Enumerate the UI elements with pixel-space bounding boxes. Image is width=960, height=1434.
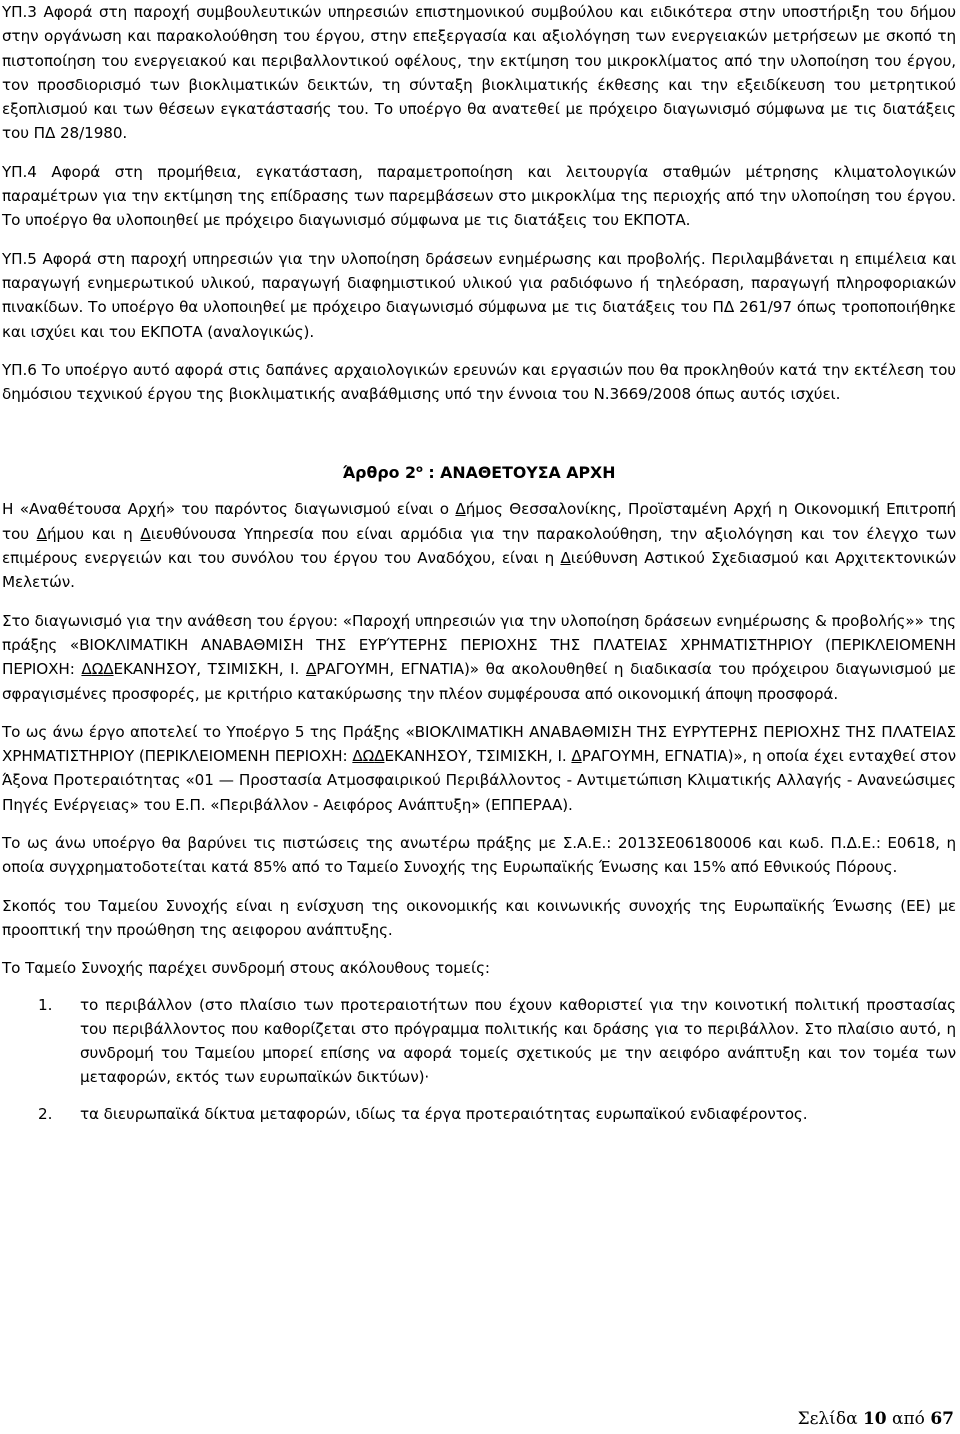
underlined-letter: Δ (305, 660, 317, 679)
text-run: ΡΑΓΟΥΜΗ, ΕΓΝΑΤΙΑ)» θα ακολουθηθεί η διαδικασία του πρόχειρου διαγωνισμού με σφραγισμένες προσφορές, με κριτήριο κατακύρωσης την πλέον συμφέρουσα από οικονομική άποψη προσφορά. (2, 660, 956, 703)
list-item-text: το περιβάλλον (στο πλαίσιο των προτεραιοτήτων που έχουν καθοριστεί για την κοινοτική πολιτική προστασίας του περιβάλλοντος που καθορίζεται στο πρόγραμμα πολιτικής και δράσης για το περιβάλλον. Στο πλαίσιο αυτό, η συνδρομή του Ταμείου μπορεί επίσης να αφορά τομείς σχετικούς με την αειφόρο ανάπτυξη και τον τομέα των μεταφορών, εκτός των ευρωπαϊκών δικτύων)· (80, 995, 956, 1087)
footer-label: Σελίδα (797, 1409, 863, 1429)
paragraph-yp6: ΥΠ.6 Το υποέργο αυτό αφορά στις δαπάνες αρχαιολογικών ερευνών και εργασιών που θα προκληθούν κατά την εκτέλεση του δημόσιου τεχνικού έργου της βιοκλιματικής αναβάθμισης υπό την έννοια του Ν.3669/2008 όπως αυτός ισχύει. (2, 360, 956, 404)
paragraph-tender-procedure (2, 609, 956, 706)
article-heading-sup: ο (415, 464, 423, 476)
underlined-letter: Δ (103, 660, 114, 679)
list-item-number: 2. (38, 1104, 53, 1123)
list-item-number: 1. (38, 995, 53, 1014)
underlined-letter: Ω (91, 660, 104, 679)
paragraph-yp4: ΥΠ.4 Αφορά στη προμήθεια, εγκατάσταση, παραμετροποίηση και λειτουργία σταθμών μέτρησης κλιματολογικών παραμέτρων για την εκτίμηση της επίδρασης των παρεμβάσεων στο μικροκλίμα της περιοχής από την υλοποίηση του έργου. Το υποέργο θα υλοποιηθεί με πρόχειρο διαγωνισμό σύμφωνα με τις διατάξεις του ΕΚΠΟΤΑ. (2, 162, 956, 230)
sectors-list (2, 993, 956, 1126)
article-heading (2, 458, 956, 485)
text-run: ιευθύνουσα Υπηρεσία που είναι αρμόδια για την παρακολούθηση, την αξιολόγηση και τον έλεγχο των επιμέρους ενεργειών και του συνόλου του έργου του Αναδόχου, είναι η (2, 524, 957, 568)
text-run: ΕΚΑΝΗΣΟΥ, ΤΣΙΜΙΣΚΗ, Ι. (384, 747, 572, 766)
list-item (2, 1102, 956, 1126)
footer-total-pages: 67 (930, 1409, 954, 1429)
page-number-footer (798, 1408, 954, 1430)
underlined-letter: Δ (81, 660, 92, 679)
text-run: ΡΑΓΟΥΜΗ, ΕΓΝΑΤΙΑ)», η οποία έχει ενταχθεί στον Άξονα Προτεραιότητας «01 — Προστασία Ατμοσφαιρικού Περιβάλλοντος - Αντιμετώπιση Κλιματικής Αλλαγής - Ανανεώσιμες Πηγές Ενέργειας» του Ε.Π. «Περιβάλλον - Αειφόρος Ανάπτυξη» (ΕΠΠΕΡΑΑ). (2, 747, 956, 814)
article-heading-prefix: Άρθρο 2 (342, 463, 416, 483)
paragraph-cohesion-purpose: Σκοπός του Ταμείου Συνοχής είναι η ενίσχυση της οικονομικής και κοινωνικής συνοχής της Ευρωπαϊκής Ένωσης (ΕΕ) με προοπτική την προώθηση της αειφορου ανάπτυξης. (2, 896, 956, 939)
text-run: ήμου και η (46, 524, 141, 543)
paragraph-cohesion-sectors: Το Ταμείο Συνοχής παρέχει συνδρομή στους ακόλουθους τομείς: (2, 959, 490, 978)
underlined-letter: Δ (560, 549, 571, 568)
paragraph-yp3: ΥΠ.3 Αφορά στη παροχή συμβουλευτικών υπηρεσιών επιστημονικού συμβούλου και ειδικότερα στην υποστήριξη του δήμου στην οργάνωση και παρακολούθηση του έργου, στην επεξεργασία και αξιολόγηση των ενεργειακών μετρήσεων με σκοπό τη πιστοποίηση του ενεργειακού και περιβαλλοντικού οφέλους, την εκτίμηση του μικροκλίματος από την υλοποίηση του έργου, τον προσδιορισμό των βιοκλιματικών δεικτών, τη σύνταξη βιοκλιματικής έκθεσης και την εξειδίκευση του μετρητικού εξοπλισμού και των θέσεων εγκατάστασής του. Το υποέργο θα ανατεθεί με πρόχειρο διαγωνισμό σύμφωνα με τις διατάξεις του ΠΔ 28/1980. (2, 3, 956, 143)
underlined-letter: Δ (455, 500, 466, 519)
paragraph-subproject (2, 720, 956, 817)
underlined-letter: Δ (140, 524, 151, 543)
footer-of: από (886, 1409, 931, 1429)
paragraph-funding: Το ως άνω υποέργο θα βαρύνει τις πιστώσεις της ανωτέρω πράξης με Σ.Α.Ε.: 2013ΣΕ06180006 και κωδ. Π.Δ.Ε.: Ε0618, η οποία συγχρηματοδοτείται κατά 85% από το Ταμείο Συνοχής της Ευρωπαϊκής Ένωσης και 15% από Εθνικούς Πόρους. (2, 834, 956, 877)
text-run: Η «Αναθέτουσα Αρχή» του παρόντος διαγωνισμού είναι ο (2, 500, 456, 519)
text-run: ήμος Θεσσαλονίκης, Προϊσταμένη Αρχή η Οικονομική Επιτροπή του (2, 500, 956, 543)
text-run: Στο διαγωνισμό για την ανάθεση του έργου: «Παροχή υπηρεσιών για την υλοποίηση δράσεων ενημέρωσης & προβολής»» της πράξης «ΒΙΟΚΛΙΜΑΤΙΚΗ ΑΝΑΒΑΘΜΙΣΗ ΤΗΣ ΕΥΡΎΤΕΡΗΣ ΠΕΡΙΟΧΗΣ ΤΗΣ ΠΛΑΤΕΙΑΣ ΧΡΗΜΑΤΙΣΤΗΡΙΟΥ (ΠΕΡΙΚΛΕΙΟΜΕΝΗ ΠΕΡΙΟΧΗ: (2, 611, 956, 679)
paragraph-contracting-authority (2, 497, 956, 594)
text-run: Το ως άνω έργο αποτελεί το Υποέργο 5 της Πράξης «ΒΙΟΚΛΙΜΑΤΙΚΗ ΑΝΑΒΑΘΜΙΣΗ ΤΗΣ ΕΥΡΥΤΕΡΗΣ ΠΕΡΙΟΧΗΣ ΤΗΣ ΠΛΑΤΕΙΑΣ ΧΡΗΜΑΤΙΣΤΗΡΙΟΥ (ΠΕΡΙΚΛΕΙΟΜΕΝΗ ΠΕΡΙΟΧΗ: (2, 722, 956, 766)
list-item-text: τα διευρωπαϊκά δίκτυα μεταφορών, ιδίως τα έργα προτεραιότητας ευρωπαϊκού ενδιαφέροντος. (80, 1104, 808, 1123)
paragraph-yp5: ΥΠ.5 Αφορά στη παροχή υπηρεσιών για την υλοποίηση δράσεων ενημέρωσης και προβολής. Περιλαμβάνεται η επιμέλεια και παραγωγή ενημερωτικού υλικού, παραγωγή διαφημιστικού υλικού για ραδιόφωνο ή τηλεόραση, παραγωγή πληροφοριακών πινακίδων. Το υποέργο θα υλοποιηθεί με πρόχειρο διαγωνισμό σύμφωνα με τις διατάξεις του ΠΔ 261/97 όπως τροποποιήθηκε και ισχύει και του ΕΚΠΟΤΑ (αναλογικώς). (2, 249, 956, 341)
list-item (2, 993, 956, 1090)
underlined-letter: Δ (374, 747, 385, 766)
underlined-letter: Ω (362, 747, 375, 766)
footer-current-page: 10 (862, 1409, 887, 1429)
text-run: ΕΚΑΝΗΣΟΥ, ΤΣΙΜΙΣΚΗ, Ι. (113, 660, 306, 679)
underlined-letter: Δ (571, 747, 582, 766)
text-run: ιεύθυνση Αστικού Σχεδιασμού και Αρχιτεκτονικών Μελετών. (2, 549, 956, 592)
underlined-letter: Δ (36, 524, 47, 543)
underlined-letter: Δ (352, 747, 363, 766)
article-heading-suffix: : ΑΝΑΘΕΤΟΥΣΑ ΑΡΧΗ (422, 463, 616, 483)
